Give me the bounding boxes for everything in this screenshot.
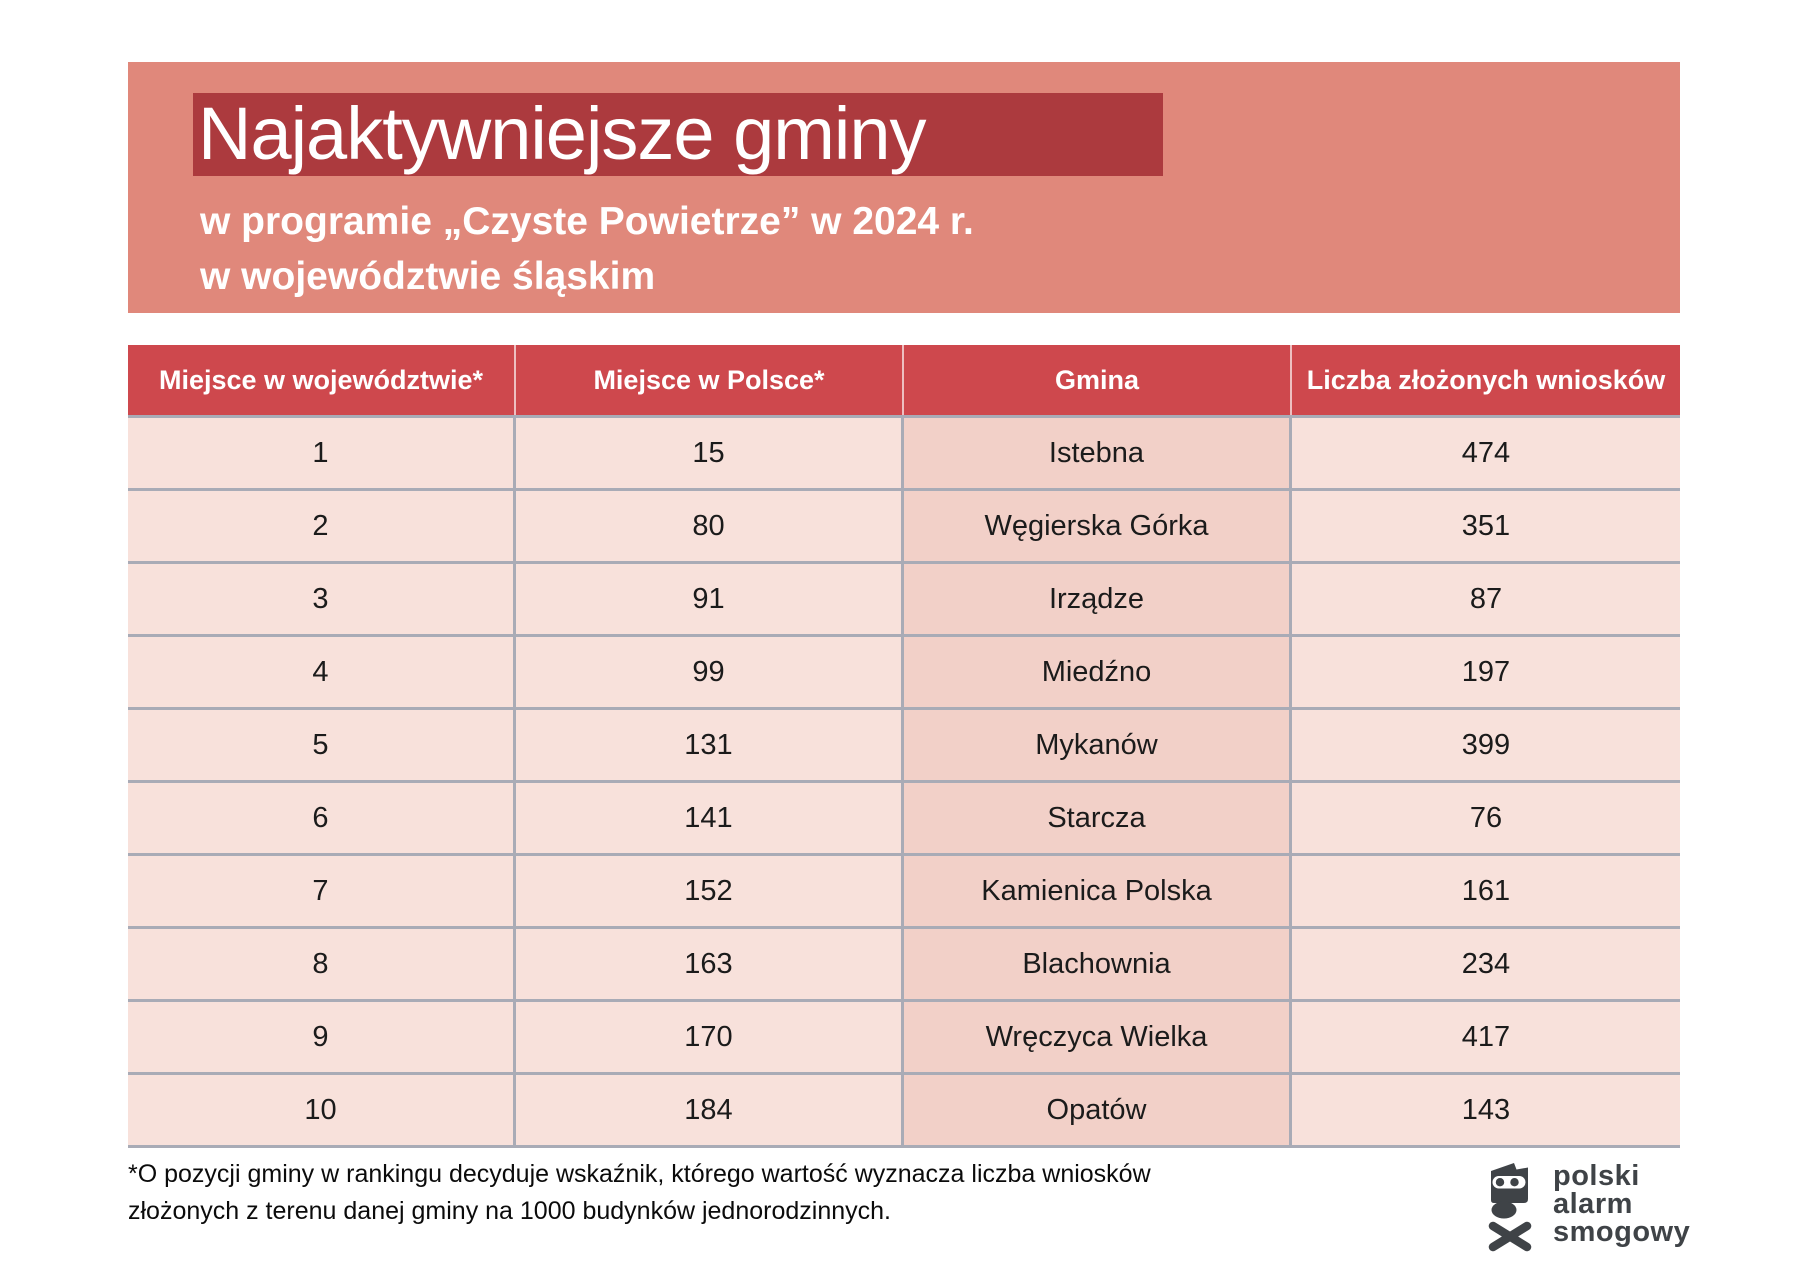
cell-rank-poland: 99 [516, 637, 904, 707]
cell-rank-poland: 80 [516, 491, 904, 561]
cell-rank-voivodeship: 8 [128, 929, 516, 999]
page-subtitle [200, 194, 974, 304]
column-header-miejsce-w-polsce: Miejsce w Polsce* [516, 345, 904, 415]
cell-applications: 161 [1461, 874, 1511, 907]
logo-word-polski: polski [1553, 1160, 1640, 1192]
table-row [128, 634, 1680, 707]
column-header-gmina: Gmina [904, 345, 1292, 415]
subtitle-line-2: w województwie śląskim [200, 255, 656, 298]
cell-rank-voivodeship: 7 [128, 856, 516, 926]
table-row [128, 926, 1680, 999]
cell-rank-poland: 152 [516, 856, 904, 926]
cell-gmina: Starcza [904, 783, 1292, 853]
cell-rank-poland: 141 [516, 783, 904, 853]
header-band [128, 62, 1680, 313]
cell-gmina: Wręczyca Wielka [904, 1002, 1292, 1072]
table-row [128, 1072, 1680, 1145]
cell-rank-poland: 170 [516, 1002, 904, 1072]
cell-gmina: Miedźno [904, 637, 1292, 707]
ranking-table [128, 345, 1680, 1148]
table-header-row [128, 345, 1680, 415]
cell-rank-voivodeship: 6 [128, 783, 516, 853]
cell-rank-voivodeship: 1 [128, 418, 516, 488]
page-title: Najaktywniejsze gminy [198, 92, 926, 175]
cell-applications: 234 [1461, 947, 1511, 980]
cell-rank-poland: 15 [516, 418, 904, 488]
table-row [128, 780, 1680, 853]
cell-rank-poland: 163 [516, 929, 904, 999]
cell-applications: 197 [1461, 655, 1511, 688]
cell-gmina: Opatów [904, 1075, 1292, 1145]
logo-word-alarm: alarm [1553, 1188, 1633, 1220]
smog-alarm-skull-crossbones-icon [1487, 1162, 1533, 1252]
cell-rank-voivodeship: 4 [128, 637, 516, 707]
table-row [128, 488, 1680, 561]
column-header-miejsce-w-wojewodztwie: Miejsce w województwie* [128, 345, 516, 415]
cell-rank-poland: 91 [516, 564, 904, 634]
subtitle-line-1: w programie „Czyste Powietrze” w 2024 r. [200, 200, 974, 243]
logo-word-smogowy: smogowy [1553, 1216, 1691, 1248]
cell-applications: 87 [1469, 582, 1503, 615]
cell-rank-voivodeship: 3 [128, 564, 516, 634]
cell-gmina: Mykanów [904, 710, 1292, 780]
cell-rank-voivodeship: 5 [128, 710, 516, 780]
cell-gmina: Irządze [904, 564, 1292, 634]
table-row [128, 415, 1680, 488]
cell-applications: 417 [1461, 1020, 1511, 1053]
table-row [128, 999, 1680, 1072]
cell-rank-poland: 131 [516, 710, 904, 780]
cell-rank-voivodeship: 10 [128, 1075, 516, 1145]
table-row [128, 707, 1680, 780]
column-header-liczba-wnioskow: Liczba złożonych wniosków [1306, 364, 1666, 395]
cell-rank-poland: 184 [516, 1075, 904, 1145]
footnote-line-1: *O pozycji gminy w rankingu decyduje wskaźnik, którego wartość wyznacza liczba wniosków [128, 1160, 1151, 1188]
cell-gmina: Blachownia [904, 929, 1292, 999]
cell-applications: 399 [1461, 728, 1511, 761]
polski-alarm-smogowy-logo [1487, 1160, 1707, 1255]
cell-applications: 76 [1469, 801, 1503, 834]
cell-rank-voivodeship: 2 [128, 491, 516, 561]
cell-applications: 474 [1461, 436, 1511, 469]
cell-applications: 351 [1461, 509, 1511, 542]
logo-wordmark [1553, 1162, 1690, 1246]
cell-gmina: Istebna [904, 418, 1292, 488]
cell-applications: 143 [1461, 1093, 1511, 1126]
footnote [128, 1156, 1151, 1230]
table-row [128, 853, 1680, 926]
table-row [128, 561, 1680, 634]
cell-gmina: Kamienica Polska [904, 856, 1292, 926]
cell-rank-voivodeship: 9 [128, 1002, 516, 1072]
cell-gmina: Węgierska Górka [904, 491, 1292, 561]
footnote-line-2: złożonych z terenu danej gminy na 1000 budynków jednorodzinnych. [128, 1197, 891, 1225]
